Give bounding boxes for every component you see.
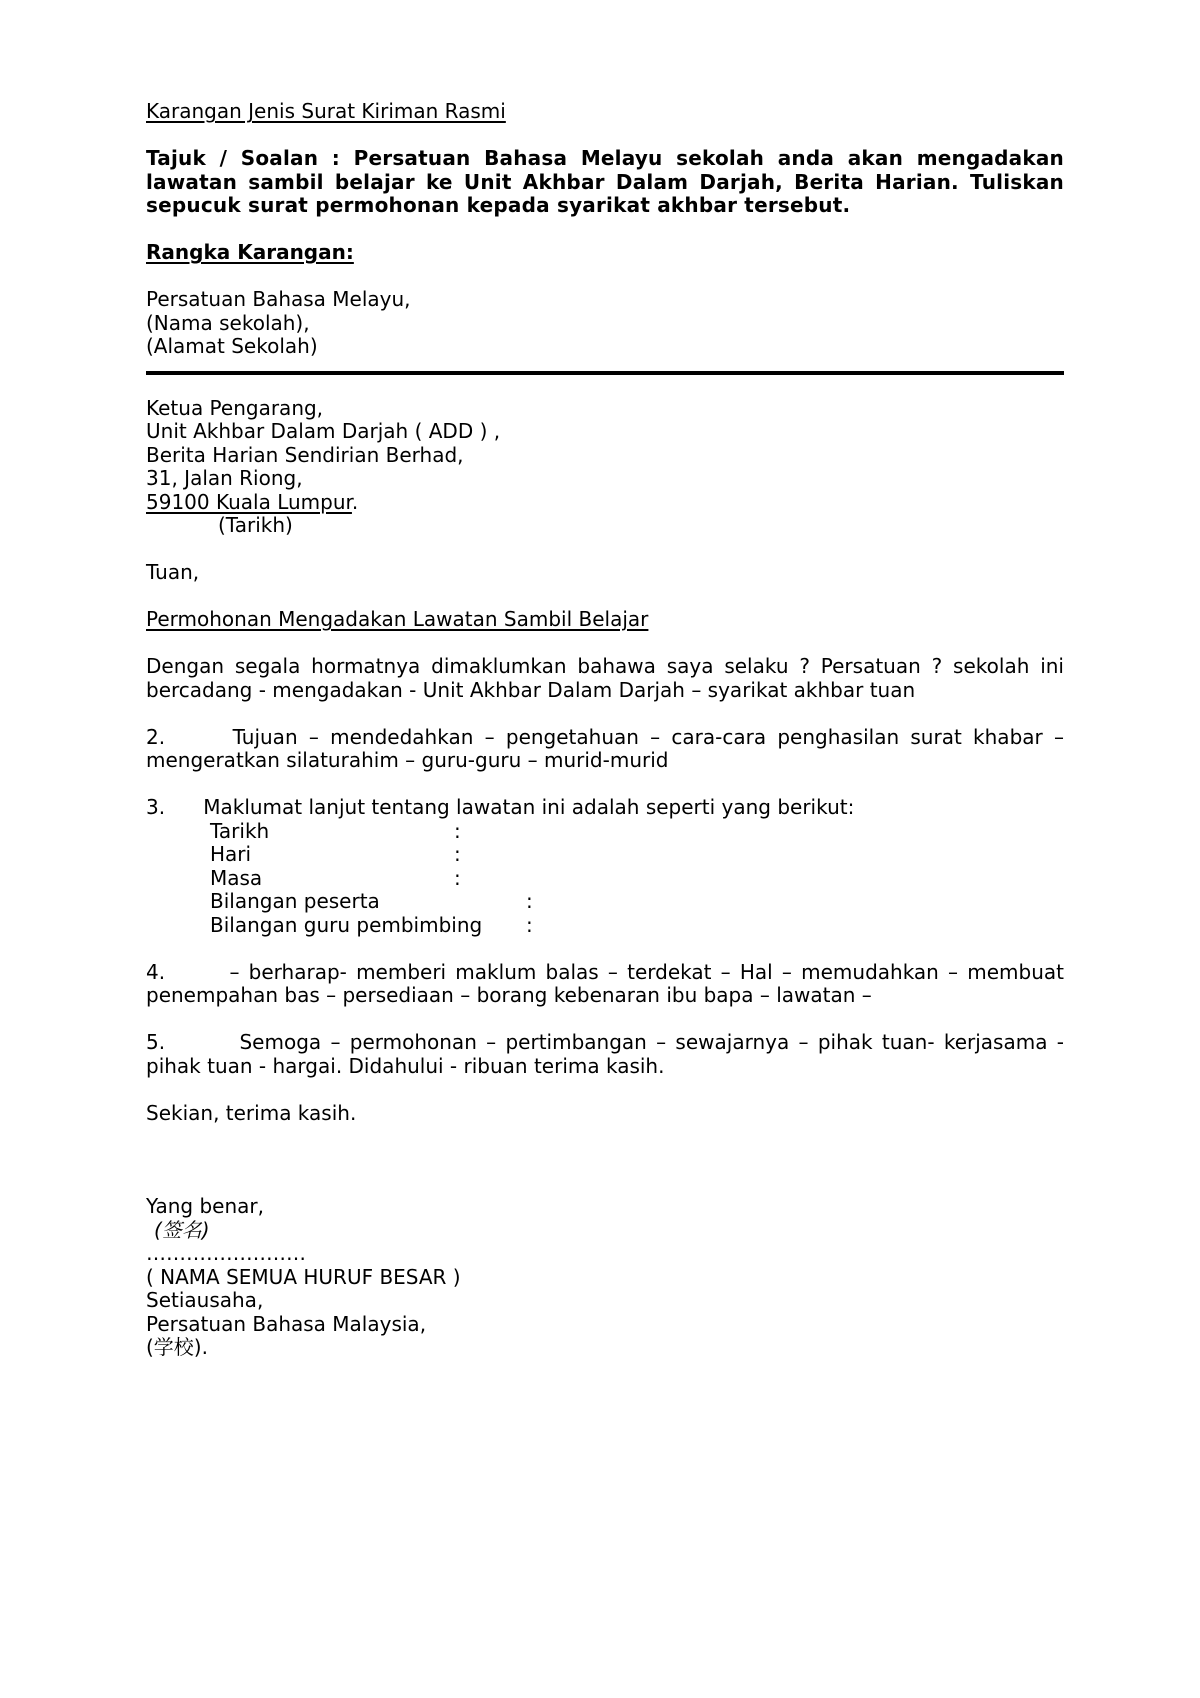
- position-title: Setiausaha,: [146, 1288, 264, 1312]
- paragraph-5: 5. Semoga – permohonan – pertimbangan – sewajarnya – pihak tuan- kerjasama - pihak tuan - hargai. Didahului - ribuan terima kasih.: [146, 1030, 1071, 1078]
- recipient-city-end: .: [351, 489, 359, 514]
- detail-row: [146, 914, 1064, 938]
- school-placeholder: (学校).: [146, 1335, 208, 1359]
- detail-label: Masa: [210, 865, 263, 890]
- signature-placeholder: (签名): [154, 1217, 210, 1242]
- detail-label: Bilangan guru pembimbing: [210, 912, 483, 937]
- letter-page: [146, 99, 1071, 1360]
- recipient-line: Unit Akhbar Dalam Darjah ( ADD ) ,: [146, 419, 501, 443]
- sender-line: (Nama sekolah),: [146, 310, 310, 335]
- name-note: ( NAMA SEMUA HURUF BESAR ): [146, 1264, 461, 1289]
- spacer: [146, 1078, 1064, 1102]
- spacer: [146, 702, 1064, 726]
- paragraph-4: 4. – berharap- memberi maklum balas – terdekat – Hal – memudahkan – membuat penempahan bas – persediaan – borang kebenaran ibu bapa – lawatan –: [146, 959, 1071, 1007]
- salutation: Tuan,: [146, 560, 200, 584]
- recipient-line: Berita Harian Sendirian Berhad,: [146, 442, 464, 467]
- spacer: [146, 1125, 1064, 1195]
- detail-label: Tarikh: [210, 818, 270, 843]
- sender-line: (Alamat Sekolah): [146, 334, 318, 358]
- question-paragraph: Tajuk / Soalan : Persatuan Bahasa Melayu sekolah anda akan mengadakan lawatan sambil belajar ke Unit Akhbar Dalam Darjah, Berita Harian. Tuliskan sepucuk surat permohonan kepada syarikat akhbar tersebut.: [146, 146, 1064, 217]
- outline-heading: Rangka Karangan:: [146, 240, 354, 264]
- sender-line: Persatuan Bahasa Melayu,: [146, 287, 411, 311]
- detail-separator: :: [526, 889, 533, 913]
- spacer: [146, 632, 1064, 656]
- detail-row: [146, 890, 1064, 914]
- signature-block: [146, 1195, 1064, 1360]
- organisation-name: Persatuan Bahasa Malaysia,: [146, 1311, 427, 1336]
- signoff: Yang benar,: [146, 1194, 264, 1218]
- spacer: [146, 538, 1064, 562]
- detail-separator: :: [454, 842, 461, 866]
- date-placeholder: (Tarikh): [218, 513, 293, 537]
- sender-address: [146, 288, 1064, 359]
- recipient-address: [146, 397, 1064, 538]
- visit-details: [146, 820, 1064, 938]
- detail-row: [146, 820, 1064, 844]
- subject-line: Permohonan Mengadakan Lawatan Sambil Belajar: [146, 607, 649, 631]
- document-heading: Karangan Jenis Surat Kiriman Rasmi: [146, 99, 506, 123]
- detail-row: [146, 843, 1064, 867]
- spacer: [146, 773, 1064, 797]
- recipient-line: 31, Jalan Riong,: [146, 466, 303, 490]
- spacer: [146, 124, 1064, 148]
- detail-separator: :: [454, 865, 461, 890]
- detail-separator: :: [454, 818, 461, 843]
- paragraph-3: 3. Maklumat lanjut tentang lawatan ini adalah seperti yang berikut:: [146, 795, 855, 819]
- recipient-city-line: [146, 491, 1064, 515]
- detail-separator: :: [526, 912, 533, 937]
- recipient-city: 59100 Kuala Lumpur: [146, 489, 352, 514]
- recipient-line: Ketua Pengarang,: [146, 395, 324, 420]
- paragraph-1: Dengan segala hormatnya dimaklumkan bahawa saya selaku ? Persatuan ? sekolah ini bercadang - mengadakan - Unit Akhbar Dalam Darjah – syarikat akhbar tuan: [146, 654, 1064, 702]
- detail-label: Hari: [210, 842, 252, 866]
- spacer: [146, 218, 1064, 242]
- spacer: [146, 585, 1064, 609]
- closing-line: Sekian, terima kasih.: [146, 1100, 357, 1125]
- spacer: [146, 375, 1064, 397]
- paragraph-2: 2. Tujuan – mendedahkan – pengetahuan – cara-cara penghasilan surat khabar – mengeratkan silaturahim – guru-guru – murid-murid: [146, 724, 1071, 772]
- detail-label: Bilangan peserta: [210, 889, 380, 913]
- signature-dots: ……………………: [146, 1241, 306, 1265]
- spacer: [146, 1008, 1064, 1032]
- detail-row: [146, 867, 1064, 891]
- spacer: [146, 937, 1064, 961]
- spacer: [146, 265, 1064, 289]
